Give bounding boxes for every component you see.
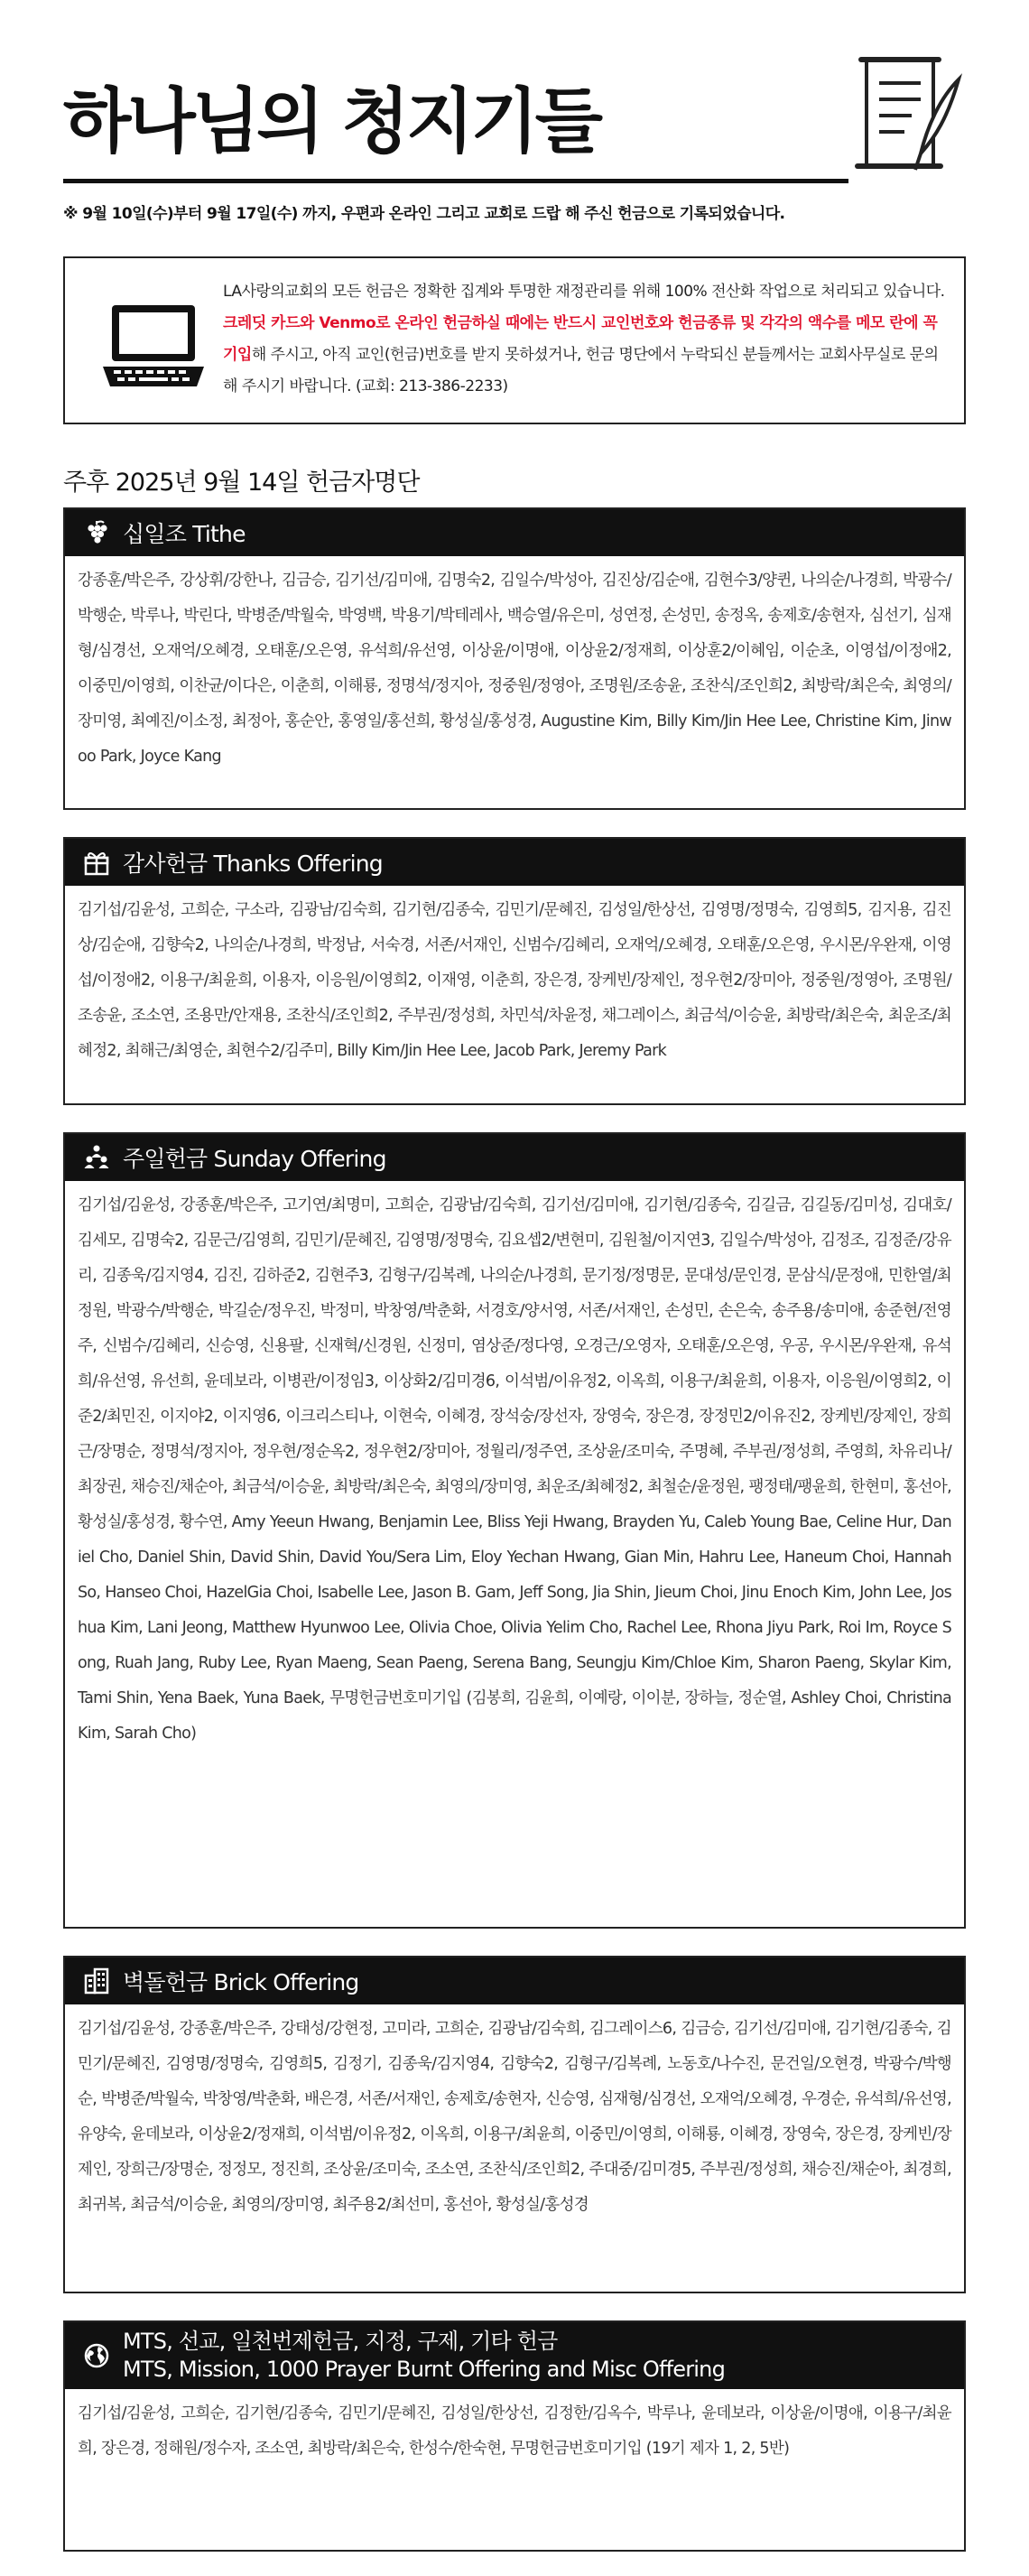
section-header xyxy=(65,2322,964,2389)
gift-icon xyxy=(83,849,110,876)
globe-icon xyxy=(83,2342,110,2369)
section-thanks xyxy=(63,837,966,1105)
donor-names: 김기섭/김윤성, 강종훈/박은주, 강태성/강현정, 고미라, 고희순, 김광남/김숙희, 김그레이스6, 김금승, 김기선/김미애, 김기현/김종숙, 김민기/문혜진, 김영명/정명숙, 김영희5, 김정기, 김종욱/김지영4, 김향숙2, 김형구/김복례, 노동호/나수진, 문건일/오현경, 박광수/박행순, 박병준/박월숙, 박창영/박춘화, 배은경, 서존/서재인, 송제호/송현자, 신승영, 심재형/심경선, 오재억/오혜경, 우경순, 유석희/유선영, 유양숙, 윤데보라, 이상윤2/정재희, 이석범/이유정2, 이옥희, 이용구/최윤희, 이중민/이영희, 이해룡, 이혜경, 장영숙, 장은경, 장케빈/장제인, 장희근/장명순, 정정모, 정진희, 조상윤/조미숙, 조소연, 조찬식/조인희2, 주대중/김미경5, 주부권/정성희, 채승진/채순아, 최경희, 최귀복, 최금석/이승윤, 최영의/장미영, 최주용2/최선미, 홍선아, 황성실/홍성경 xyxy=(78,2020,951,2214)
section-title: 감사헌금 Thanks Offering xyxy=(123,851,383,877)
section-sunday xyxy=(63,1132,966,1929)
donor-names: 김기섭/김윤성, 고희순, 김기현/김종숙, 김민기/문혜진, 김성일/한상선, 김정한/김옥수, 박루나, 윤데보라, 이상윤/이명애, 이용구/최윤희, 장은경, 정해원/정수자, 조소연, 최방락/최은숙, 한성수/한숙현, 무명헌금번호미기입 (19기 제자 1, 2, 5반) xyxy=(78,2404,951,2458)
section-brick xyxy=(63,1956,966,2293)
info-text-contact: 해 주시고, 아직 교인(헌금)번호를 받지 못하셨거나, 헌금 명단에서 누락되신 분들께서는 교회사무실로 문의해 주시기 바랍니다. (교회: 213-386-2233) xyxy=(223,346,939,395)
section-misc xyxy=(63,2320,966,2552)
info-box xyxy=(63,256,966,424)
section-title: 십일조 Tithe xyxy=(123,521,246,547)
info-text-intro: LA사랑의교회의 모든 헌금은 정확한 집계와 투명한 재정관리를 위해 100% 전산화 작업으로 처리되고 있습니다. xyxy=(223,283,945,301)
title-underline xyxy=(63,179,848,183)
section-title: 주일헌금 Sunday Offering xyxy=(123,1146,386,1172)
page-title: 하나님의 청지기들 xyxy=(63,81,599,163)
section-title-group xyxy=(123,2328,725,2384)
info-text xyxy=(223,276,950,403)
section-header xyxy=(65,839,964,886)
people-icon xyxy=(83,1144,110,1171)
donor-names: 김기섭/김윤성, 강종훈/박은주, 고기연/최명미, 고희순, 김광남/김숙희, 김기선/김미애, 김기현/김종숙, 김길금, 김길동/김미성, 김대호/김세모, 김명숙2, 김문근/김영희, 김민기/문혜진, 김영명/정명숙, 김요셉2/변현미, 김원철/이지연3, 김일수/박성아, 김정조, 김정준/강유리, 김종욱/김지영4, 김진, 김하준2, 김현주3, 김형구/김복례, 나의순/나경희, 문기정/정명문, 문대성/문인경, 문삼식/문정애, 민한열/최정원, 박광수/박행순, 박길순/정우진, 박정미, 박창영/박춘화, 서경호/양서영, 서존/서재인, 손성민, 손은숙, 송주용/송미애, 송준현/전영주, 신범수/김혜리, 신승영, 신용팔, 신재혁/신경원, 신정미, 염상준/정다영, 오경근/오영자, 오태훈/오은영, 우공, 우시몬/우완재, 유석희/유선영, 유선희, 윤데보라, 이병관/이정임3, 이상화2/김미경6, 이석범/이유정2, 이옥희, 이용구/최윤희, 이용자, 이응원/이영희2, 이준2/최민진, 이지야2, 이지영6, 이크리스티나, 이현숙, 이혜경, 장석숭/장선자, 장영숙, 장은경, 장정민2/이유진2, 장케빈/장제인, 장희근/장명순, 정명석/정지아, 정우현/정순옥2, 정우현2/장미아, 정월리/정주연, 조상윤/조미숙, 주명혜, 주부권/정성희, 주영희, 차유리나/최장권, 채승진/채순아, 최금석/이승윤, 최방락/최은숙, 최영의/장미영, 최운조/최혜정2, 최철순/윤정원, 팽정태/팽윤희, 한현미, 홍선아, 황성실/홍성경, 황수연, Amy Yeeun Hwang, Benjamin Lee, Bliss Yeji Hwang, Brayden Yu, Caleb Young Bae, Celine Hur, Daniel Cho, Daniel Shin, David Shin, David You/Sera Lim, Eloy Yechan Hwang, Gian Min, Hahru Lee, Haneum Choi, Hannah So, Hanseo Choi, HazelGia Choi, Isabelle Lee, Jason B. Gam, Jeff Song, Jia Shin, Jieum Choi, Jinu Enoch Kim, John Lee, Joshua Kim, Lani Jeong, Matthew Hyunwoo Lee, Olivia Choe, Olivia Yelim Cho, Rachel Lee, Rhona Jiyu Park, Roi Im, Royce Song, Ruah Jang, Ruby Lee, Ryan Maeng, Sean Paeng, Serena Bang, Seungju Kim/Chloe Kim, Sharon Paeng, Skylar Kim, Tami Shin, Yena Baek, Yuna Baek, 무명헌금번호미기입 (김봉희, 김윤희, 이예랑, 이이분, 장하늘, 정순열, Ashley Choi, Christina Kim, Sarah Cho) xyxy=(78,1196,952,1743)
period-notice: ※ 9월 10일(수)부터 9월 17일(수) 까지, 우편과 온라인 그리고 교회로 드랍 해 주신 헌금으로 기록되었습니다. xyxy=(63,205,785,223)
donor-names: 강종훈/박은주, 강상휘/강한나, 김금승, 김기선/김미애, 김명숙2, 김일수/박성아, 김진상/김순애, 김현수3/양퀸, 나의순/나경희, 박광수/박행순, 박루나, 박린다, 박병준/박월숙, 박영백, 박용기/박테레사, 백승열/유은미, 성연정, 손성민, 송정옥, 송제호/송현자, 심선기, 심재형/심경선, 오재억/오혜경, 오태훈/오은영, 유석희/유선영, 이상윤/이명애, 이상윤2/정재희, 이상훈2/이혜임, 이순초, 이영섭/이정애2, 이중민/이영희, 이찬균/이다은, 이춘희, 이해룡, 정명석/정지아, 정중원/정영아, 조명원/조송윤, 조찬식/조인희2, 최방락/최은숙, 최영의/장미영, 최예진/이소정, 최정아, 홍순안, 홍영일/홍선희, 황성실/홍성경, Augustine Kim, Billy Kim/Jin Hee Lee, Christine Kim, Jinwoo Park, Joyce Kang xyxy=(78,572,951,766)
building-icon xyxy=(83,1967,110,1995)
section-title: MTS, 선교, 일천번제헌금, 지정, 구제, 기타 헌금 xyxy=(123,2329,558,2354)
section-tithe xyxy=(63,507,966,810)
info-text-highlight: 크레딧 카드와 Venmo로 온라인 헌금하실 때에는 반드시 교인번호와 헌금종류 및 각각의 액수를 메모 란에 꼭 기입 xyxy=(223,314,938,364)
section-title: 벽돌헌금 Brick Offering xyxy=(123,1969,359,1995)
section-header xyxy=(65,1958,964,2004)
computer-icon xyxy=(99,302,208,392)
list-subtitle: 주후 2025년 9월 14일 헌금자명단 xyxy=(63,469,420,497)
scroll-quill-icon xyxy=(848,54,966,181)
section-header xyxy=(65,1134,964,1181)
section-header xyxy=(65,509,964,556)
donor-names: 김기섭/김윤성, 고희순, 구소라, 김광남/김숙희, 김기현/김종숙, 김민기/문혜진, 김성일/한상선, 김영명/정명숙, 김영희5, 김지용, 김진상/김순애, 김향숙2, 나의순/나경희, 박정남, 서숙경, 서존/서재인, 신범수/김혜리, 오재억/오혜경, 오태훈/오은영, 우시몬/우완재, 이영섭/이정애2, 이용구/최윤희, 이용자, 이응원/이영희2, 이재영, 이춘희, 장은경, 장케빈/장제인, 정우현2/장미아, 정중원/정영아, 조명원/조송윤, 조소연, 조용만/안재용, 조찬식/조인희2, 주부권/정성희, 차민석/차윤정, 채그레이스, 최금석/이승윤, 최방락/최은숙, 최운조/최혜정2, 최해근/최영순, 최현수2/김주미, Billy Kim/Jin Hee Lee, Jacob Park, Jeremy Park xyxy=(78,901,951,1060)
section-title-english: MTS, Mission, 1000 Prayer Burnt Offering and Misc Offering xyxy=(123,2357,726,2382)
header xyxy=(63,54,966,185)
grapes-icon xyxy=(83,519,110,546)
